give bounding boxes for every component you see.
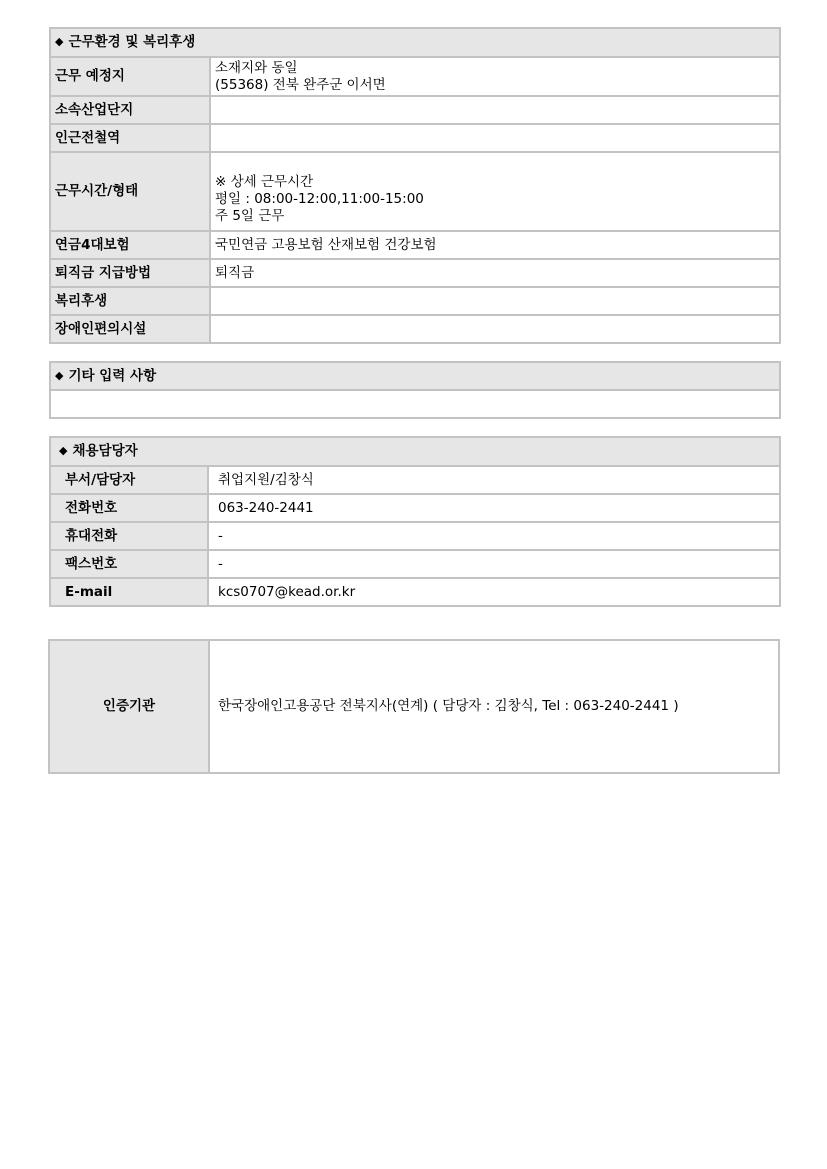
value-welfare <box>210 287 780 315</box>
value-fax: - <box>208 550 780 578</box>
label-email: E-mail <box>50 578 208 606</box>
section-title: 근무환경 및 복리후생 <box>68 34 196 50</box>
value-hours <box>210 152 780 231</box>
label-cert: 인증기관 <box>49 640 209 773</box>
section-title: 채용담당자 <box>72 443 138 459</box>
label-fax: 팩스번호 <box>50 550 208 578</box>
work-environment-table <box>49 27 781 344</box>
label-hours: 근무시간/형태 <box>50 152 210 231</box>
label-severance: 퇴직금 지급방법 <box>50 259 210 287</box>
hours-line-1: ※ 상세 근무시간 <box>215 174 314 190</box>
label-subway: 인근전철역 <box>50 124 210 152</box>
value-other <box>50 390 780 418</box>
section-header <box>50 362 780 390</box>
section-header <box>50 28 780 57</box>
label-insurance: 연금4대보험 <box>50 231 210 259</box>
label-welfare: 복리후생 <box>50 287 210 315</box>
other-info-table <box>49 361 781 419</box>
value-dept: 취업지원/김창식 <box>208 466 780 494</box>
value-mobile: - <box>208 522 780 550</box>
certification-table <box>48 639 780 774</box>
location-line-2: (55368) 전북 완주군 이서면 <box>215 76 386 93</box>
label-location: 근무 예정지 <box>50 57 210 96</box>
recruiter-table <box>49 436 781 607</box>
value-subway <box>210 124 780 152</box>
value-email: kcs0707@kead.or.kr <box>208 578 780 606</box>
value-severance: 퇴직금 <box>210 259 780 287</box>
value-location <box>210 57 780 96</box>
diamond-icon: ◆ <box>59 444 68 457</box>
section-title: 기타 입력 사항 <box>68 367 157 384</box>
hours-line-2: 평일 : 08:00-12:00,11:00-15:00 <box>215 191 424 207</box>
location-line-1: 소재지와 동일 <box>215 59 298 76</box>
label-dept: 부서/담당자 <box>50 466 208 494</box>
diamond-icon: ◆ <box>55 35 64 48</box>
label-mobile: 휴대전화 <box>50 522 208 550</box>
value-insurance: 국민연금 고용보험 산재보험 건강보험 <box>210 231 780 259</box>
section-header <box>50 437 780 466</box>
value-cert: 한국장애인고용공단 전북지사(연계) ( 담당자 : 김창식, Tel : 063-240-2441 ) <box>209 640 779 773</box>
label-facilities: 장애인편의시설 <box>50 315 210 343</box>
value-facilities <box>210 315 780 343</box>
value-industrial-complex <box>210 96 780 124</box>
hours-line-3: 주 5일 근무 <box>215 208 285 224</box>
label-industrial-complex: 소속산업단지 <box>50 96 210 124</box>
diamond-icon: ◆ <box>55 368 64 382</box>
label-phone: 전화번호 <box>50 494 208 522</box>
value-phone: 063-240-2441 <box>208 494 780 522</box>
